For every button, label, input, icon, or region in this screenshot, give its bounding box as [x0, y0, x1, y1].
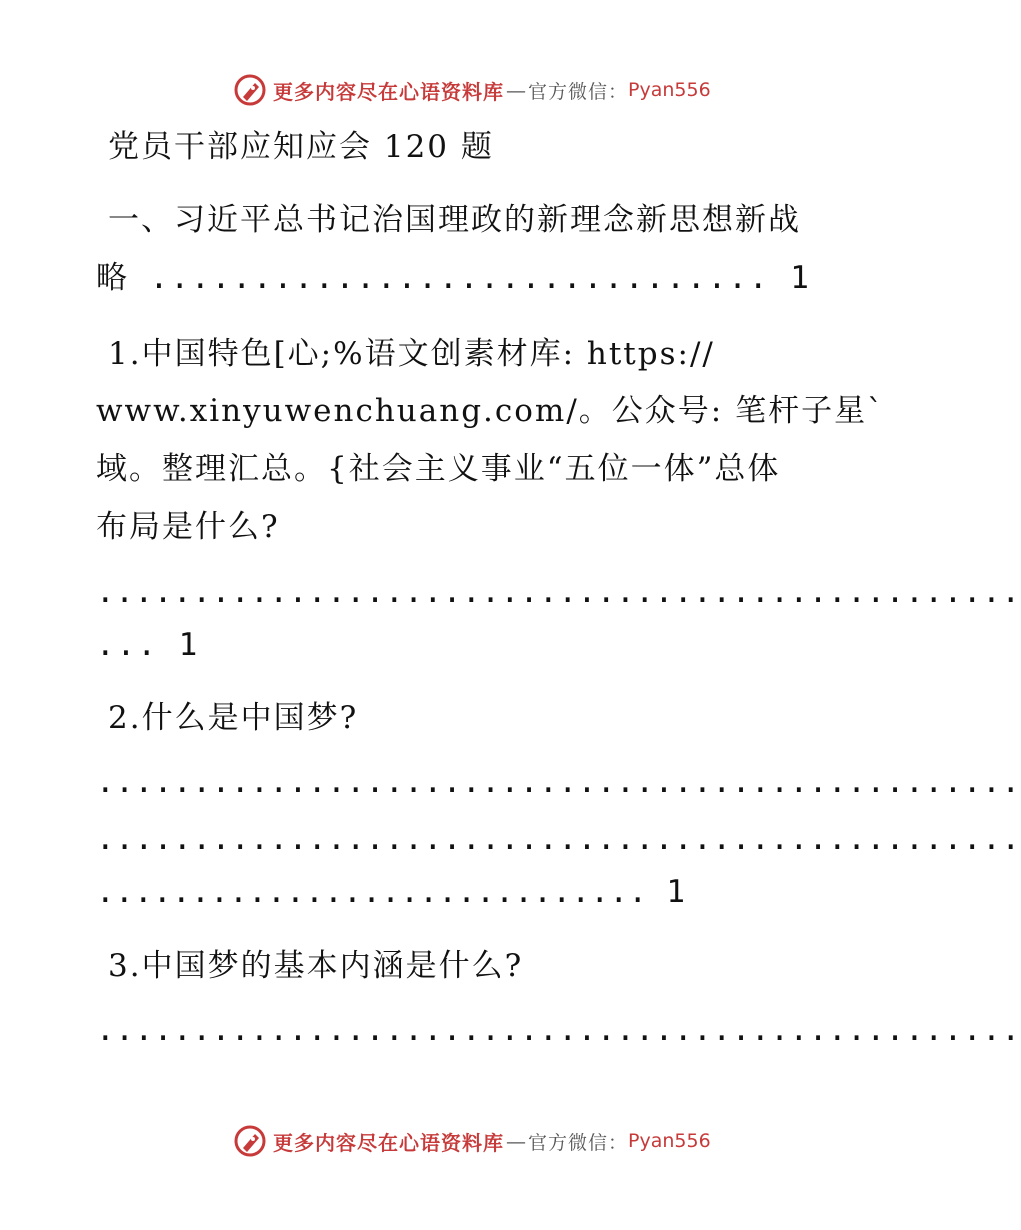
toc-line: 域。整理汇总。{社会主义事业“五位一体”总体: [96, 451, 781, 487]
pen-nib-logo-icon: [233, 73, 267, 107]
watermark-site-text: 更多内容尽在心语资料库: [273, 1130, 504, 1155]
watermark-wechat-id: Pyan556: [628, 79, 711, 101]
toc-line: 3.中国梦的基本内涵是什么?: [108, 948, 524, 984]
watermark-dash: —: [506, 1129, 526, 1153]
toc-line: ............................. 1: [96, 874, 686, 910]
toc-leader-dots: ................................................: [96, 1012, 1021, 1048]
document-title: 党员干部应知应会 120 题: [108, 129, 494, 165]
watermark-footer: [233, 1123, 711, 1159]
watermark-wechat-id: Pyan556: [628, 1130, 711, 1152]
toc-line: 2.什么是中国梦?: [108, 700, 359, 736]
watermark-dash: —: [506, 78, 526, 102]
watermark-site-text: 更多内容尽在心语资料库: [273, 79, 504, 104]
toc-leader-dots: ................................................: [96, 574, 1021, 610]
toc-line: 略 .............................. 1: [96, 260, 811, 296]
toc-line: www.xinyuwenchuang.com/。公众号: 笔杆子星`: [96, 393, 885, 429]
toc-line: ... 1: [96, 627, 200, 663]
watermark-header: [233, 72, 711, 108]
toc-leader-dots: ................................................: [96, 821, 1021, 857]
pen-nib-logo-icon: [233, 1124, 267, 1158]
watermark-wechat-label: 官方微信：: [528, 80, 629, 103]
toc-line: 一、习近平总书记治国理政的新理念新思想新战: [108, 202, 801, 238]
toc-leader-dots: ................................................: [96, 764, 1021, 800]
toc-line: 1.中国特色[心;%语文创素材库: https://: [108, 336, 715, 372]
watermark-wechat-label: 官方微信：: [528, 1131, 629, 1154]
toc-line: 布局是什么?: [96, 509, 280, 545]
